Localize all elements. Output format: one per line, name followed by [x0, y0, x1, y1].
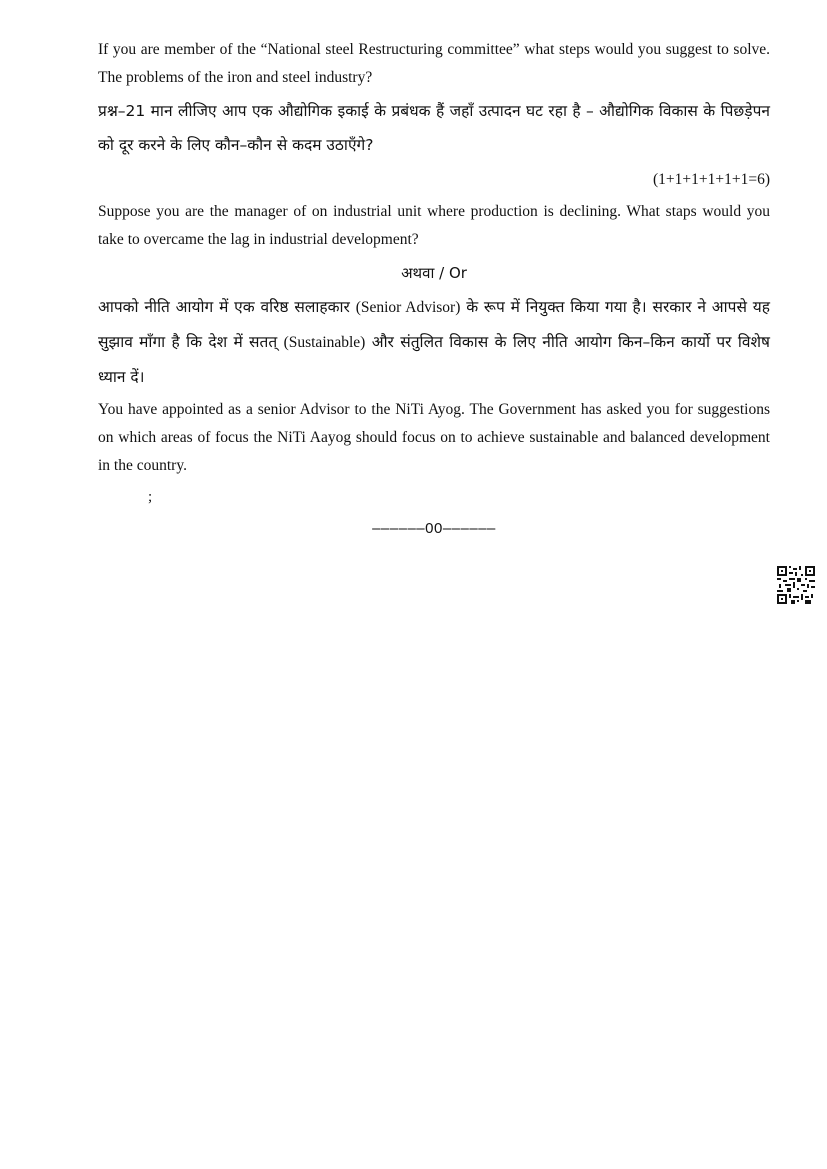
alternative-question-english: You have appointed as a senior Advisor to the NiTi Ayog. The Government has asked you for suggestions on which areas of focus the NiTi Aayog should focus on to achieve sustainable and balanced development in the country. — [98, 401, 770, 474]
exam-page-content — [98, 36, 770, 537]
question-21-marks: (1+1+1+1+1+1=6) — [652, 171, 770, 188]
qr-code-icon — [777, 566, 815, 604]
senior-advisor-term: (Senior Advisor) — [355, 299, 461, 316]
or-divider: अथवा / Or — [401, 264, 467, 282]
question-20-english: If you are member of the “National steel Restructuring committee” what steps would you suggest to solve. The problems of the iron and steel industry? — [98, 41, 770, 86]
end-of-paper-mark: ––––––00–––––– — [372, 520, 496, 537]
question-21-english: Suppose you are the manager of on industrial unit where production is declining. What staps would you take to overcame the lag in industrial development? — [98, 203, 770, 248]
question-21-hindi: प्रश्न–21 मान लीजिए आप एक औद्योगिक इकाई के प्रबंधक हैं जहाँ उत्पादन घट रहा है – औद्योगिक विकास के पिछड़ेपन को दूर करने के लिए कौन–कौन से कदम उठाएँगे? — [98, 102, 770, 154]
sustainable-term: (Sustainable) — [283, 334, 366, 351]
alt-hindi-part-1: आपको नीति आयोग में एक वरिष्ठ सलाहकार — [98, 298, 350, 316]
alt-hindi-part-3: और संतुलित विकास के लिए नीति आयोग किन–किन कार्यो पर विशेष ध्यान दें। — [98, 333, 770, 386]
stray-semicolon: ; — [148, 489, 153, 505]
alt-hindi-part-2: के रूप में नियुक्त किया गया है। सरकार ने आपसे यह सुझाव माँगा है कि देश में सतत् — [98, 298, 770, 351]
alternative-question-hindi — [98, 290, 770, 394]
